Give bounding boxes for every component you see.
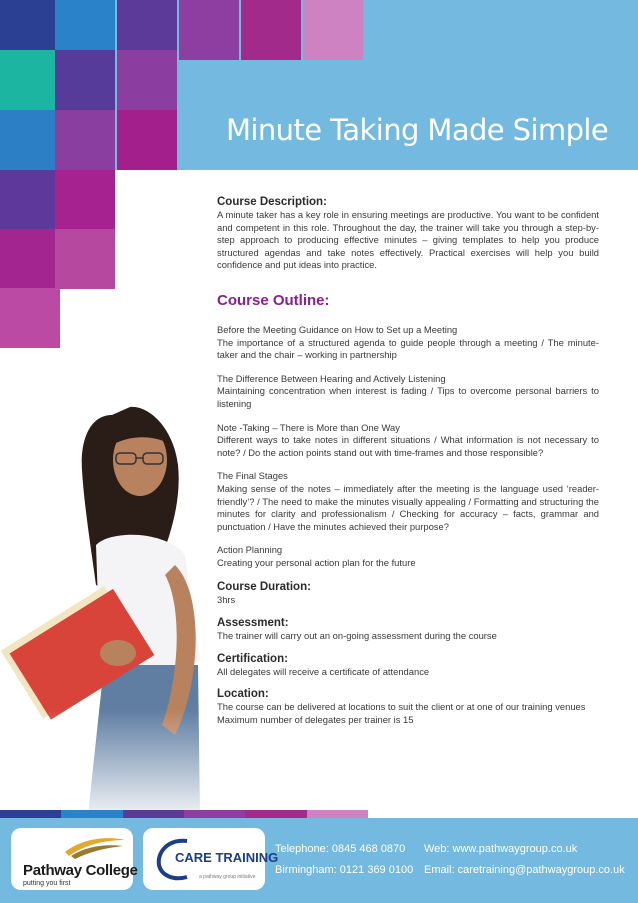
mosaic-tile (179, 0, 239, 60)
course-content (217, 195, 599, 726)
email-link[interactable]: Email: caretraining@pathwaygroup.co.uk (424, 864, 625, 876)
outline-heading: Course Outline: (217, 291, 330, 309)
duration-section (217, 580, 599, 607)
assessment-heading: Assessment: (217, 617, 289, 630)
outline-item-text: Maintaining concentration when interest is fading / Tips to overcome personal barriers to listening (217, 385, 599, 409)
outline-item (217, 544, 599, 569)
max-delegates-text: Maximum number of delegates per trainer is 15 (217, 713, 414, 725)
outline-item-title: The Difference Between Hearing and Actively Listening (217, 372, 446, 384)
care-training-sub: a pathway group initiative (199, 874, 256, 880)
mosaic-tile (303, 0, 363, 60)
care-training-name: CARE TRAINING (175, 850, 279, 865)
pathway-tagline: putting you first (23, 880, 71, 887)
location-text: The course can be delivered at locations to suit the client or at one of our training venues (217, 701, 586, 713)
description-heading: Course Description: (217, 196, 327, 208)
outline-item (217, 373, 599, 411)
mosaic-tile (117, 50, 177, 110)
mosaic-tile (0, 110, 60, 170)
certification-heading: Certification: (217, 652, 288, 665)
mosaic-tile (241, 0, 301, 60)
mosaic-tile (0, 50, 60, 110)
mosaic-tile (0, 170, 60, 230)
duration-heading: Course Duration: (217, 581, 311, 594)
telephone-text: Telephone: 0845 468 0870 (275, 843, 406, 855)
pathway-college-logo (11, 828, 138, 890)
birmingham-phone-text: Birmingham: 0121 369 0100 (275, 864, 414, 876)
outline-item (217, 470, 599, 533)
mosaic-tile (55, 50, 115, 110)
outline-item (217, 422, 599, 460)
mosaic-tile (55, 170, 115, 230)
outline-item-text: Making sense of the notes – immediately after the meeting is the language used ‘reader-friendly’? / The need to make the minutes visually appealing / Formatting and structuring the minutes for clarity and professionalism / Checking for accuracy – facts, grammar and punctuation / Have the minutes achieved their purpose? (217, 482, 599, 532)
care-training-logo (143, 828, 279, 890)
mosaic-tile (55, 110, 115, 170)
certification-text: All delegates will receive a certificate of attendance (217, 665, 430, 677)
location-heading: Location: (217, 688, 269, 701)
outline-item-title: Before the Meeting Guidance on How to Set up a Meeting (217, 323, 458, 335)
description-text: A minute taker has a key role in ensuring meetings are productive. You want to be confident and competent in this role. Throughout the day, the trainer will take you through a step-by-step approach to producing effective minutes – giving templates to help you produce structured agendas and take notes effectively. Practical exercises will help you build confidence and put ideas into practice. (217, 209, 599, 271)
duration-text: 3hrs (217, 594, 236, 606)
outline-item-text: Creating your personal action plan for the future (217, 556, 416, 568)
certification-section (217, 652, 599, 679)
outline-item-text: Different ways to take notes in different situations / What information is not necessary to note? / Do the action points stand out with time-frames and those responsible? (217, 434, 599, 458)
outline-item-title: Note -Taking – There is More than One Way (217, 421, 400, 433)
assessment-section (217, 616, 599, 643)
student-photo (0, 395, 238, 815)
outline-item-title: Action Planning (217, 544, 283, 556)
mosaic-tile (0, 288, 60, 348)
mosaic-tile (0, 229, 60, 289)
assessment-text: The trainer will carry out an on-going assessment during the course (217, 630, 497, 642)
mosaic-tile (117, 110, 177, 170)
color-strip (0, 810, 368, 818)
web-link[interactable]: Web: www.pathwaygroup.co.uk (424, 843, 578, 855)
pathway-swoosh-icon (63, 834, 127, 860)
location-section (217, 687, 599, 726)
footer (0, 818, 638, 903)
page-title: Minute Taking Made Simple (226, 113, 609, 147)
outline-item-title: The Final Stages (217, 470, 288, 482)
mosaic-tile (55, 229, 115, 289)
outline-item-text: The importance of a structured agenda to guide people through a meeting / The minute-taker and the chair – working in partnership (217, 336, 599, 361)
pathway-college-name: Pathway College (23, 862, 138, 879)
outline-item (217, 324, 599, 362)
